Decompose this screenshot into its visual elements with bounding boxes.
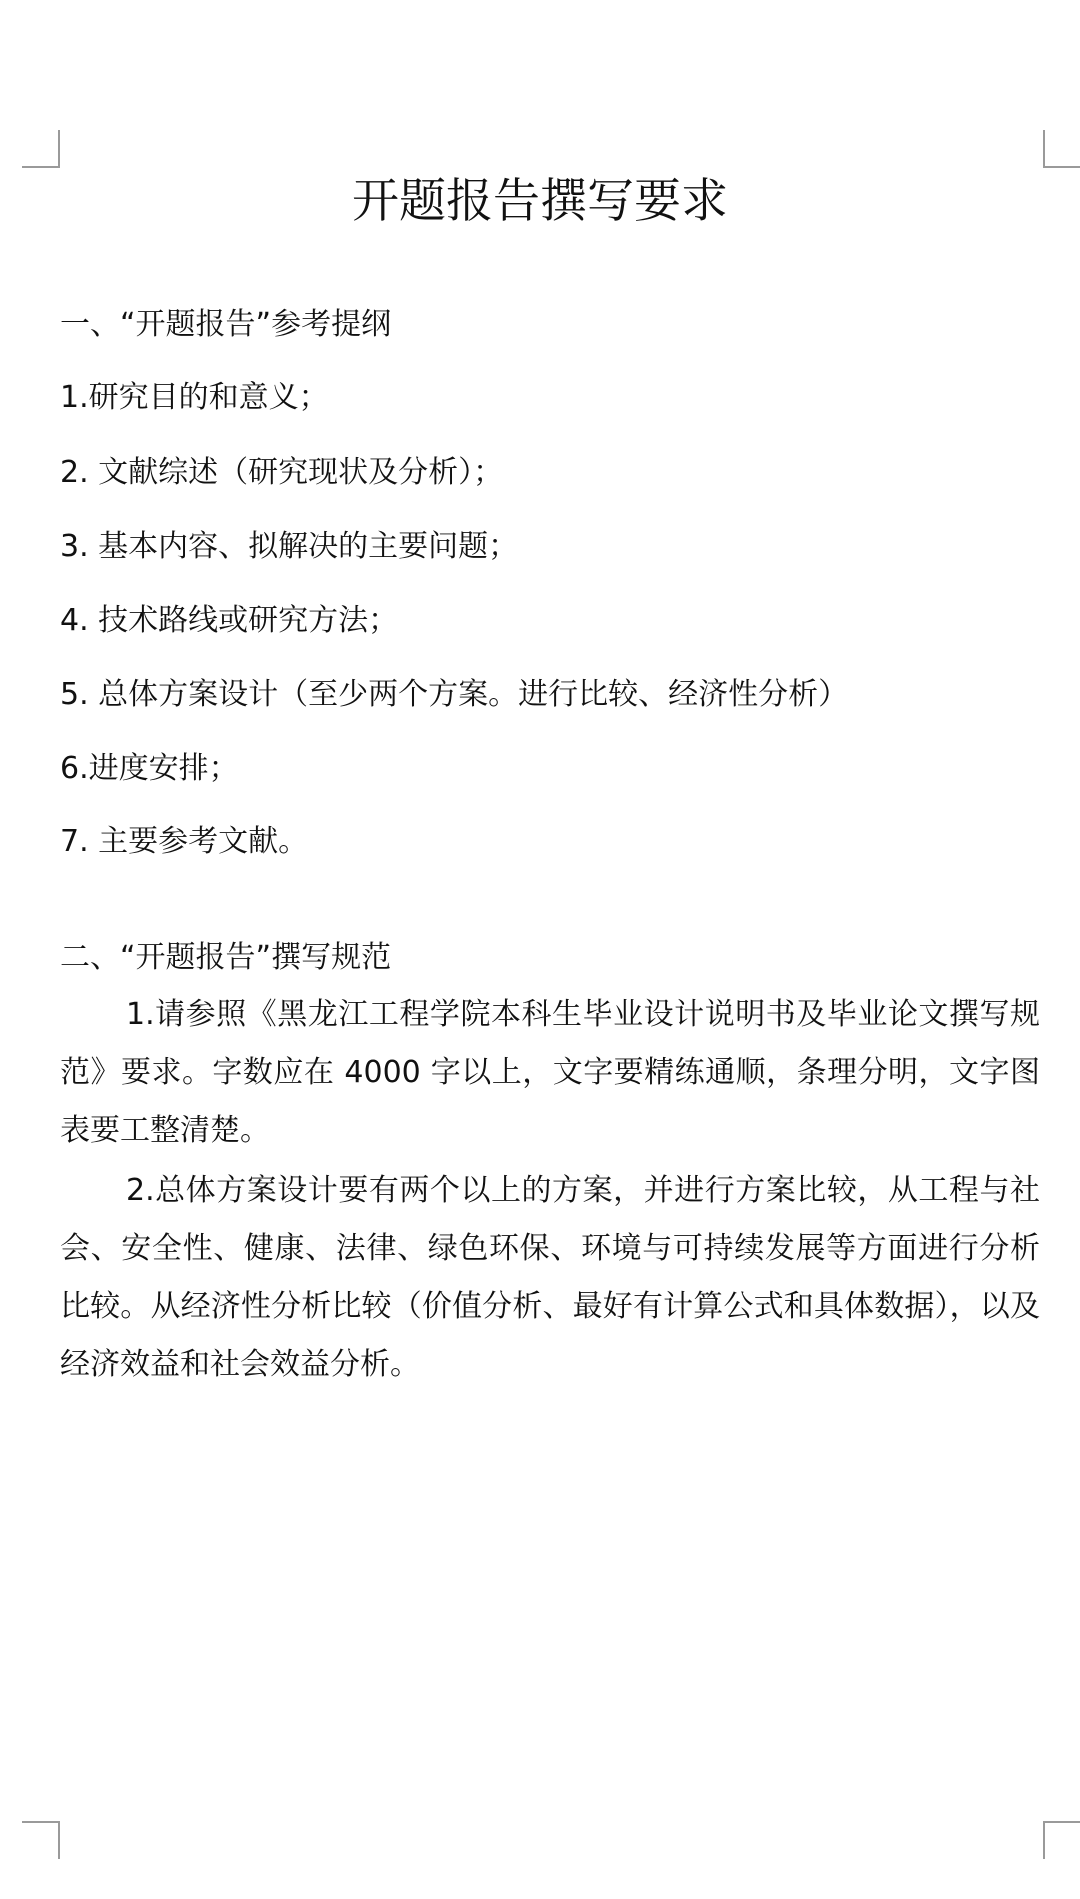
outline-item: 4. 技术路线或研究方法； [60,603,399,638]
page-corner-mark-top-right [1043,130,1080,168]
page-corner-mark-bottom-left [22,1821,60,1859]
outline-item: 7. 主要参考文献。 [60,824,309,859]
page-corner-mark-bottom-right [1043,1821,1080,1859]
outline-item: 2. 文献综述（研究现状及分析）； [60,455,504,490]
body-paragraph: 2.总体方案设计要有两个以上的方案，并进行方案比较，从工程与社会、安全性、健康、法律、绿色环保、环境与可持续发展等方面进行分析比较。从经济性分析比较（价值分析、最好有计算公式和具体数据），以及经济效益和社会效益分析。 [60,1173,1040,1382]
outline-item: 5. 总体方案设计（至少两个方案。进行比较、经济性分析） [60,677,849,712]
section-2-heading: 二、“开题报告”撰写规范 [60,940,392,975]
page-title: 开题报告撰写要求 [352,174,728,229]
outline-item: 3. 基本内容、拟解决的主要问题； [60,529,519,564]
section-1-heading: 一、“开题报告”参考提纲 [60,307,392,342]
outline-item: 1.研究目的和意义； [60,380,329,415]
page-corner-mark-top-left [22,130,60,168]
body-paragraph: 1.请参照《黑龙江工程学院本科生毕业设计说明书及毕业论文撰写规范》要求。字数应在 4000 字以上，文字要精练通顺，条理分明，文字图表要工整清楚。 [60,997,1040,1148]
outline-item: 6.进度安排； [60,751,239,786]
